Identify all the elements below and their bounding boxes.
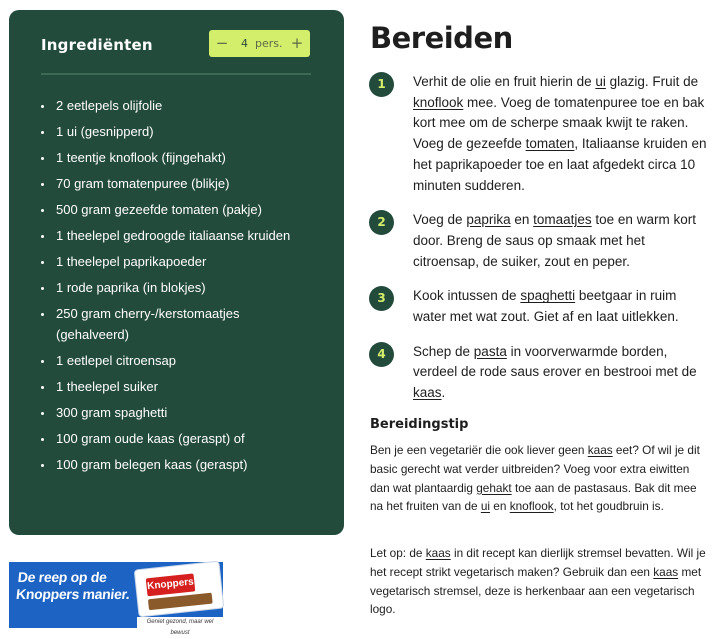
ingredient-text: 300 gram spaghetti: [56, 404, 168, 420]
bullet-icon: [41, 438, 44, 441]
servings-count: 4: [241, 37, 248, 50]
ingredient-item: [41, 174, 311, 195]
ingredient-link-kaas[interactable]: kaas: [587, 443, 613, 457]
ingredient-text: 1 theelepel gedroogde italiaanse kruiden: [56, 228, 291, 243]
decrease-servings-button[interactable]: −: [215, 34, 229, 52]
ingredient-item: [41, 278, 311, 299]
bullet-icon: [41, 386, 44, 389]
ingredient-item: [41, 429, 311, 450]
tip-title: Bereidingstip: [370, 417, 469, 432]
ingredient-link-knoflook[interactable]: knoflook: [413, 94, 464, 110]
bullet-icon: [41, 412, 44, 415]
ingredients-panel: [9, 10, 344, 535]
ingredient-link-kaas[interactable]: kaas: [413, 385, 442, 401]
step-item: [370, 286, 710, 327]
ingredient-link-ui[interactable]: ui: [480, 499, 491, 514]
ingredient-item: [41, 200, 311, 221]
ingredient-text: 250 gram cherry-/kerstomaatjes (gehalveerd): [56, 306, 240, 342]
ingredient-link-kaas[interactable]: kaas: [653, 564, 679, 579]
step-list: [370, 72, 710, 418]
ingredient-item: [41, 377, 311, 398]
preparation-title: Bereiden: [370, 21, 513, 55]
ingredient-text: 1 theelepel paprikapoeder: [56, 254, 207, 269]
ingredient-item: [41, 252, 311, 273]
step-number-badge: 1: [369, 72, 394, 97]
ingredient-item: [41, 122, 311, 143]
bullet-icon: [41, 209, 44, 212]
step-text: Verhit de olie en fruit hierin de ui glazig. Fruit de knoflook mee. Voeg de tomatenpuree toe en bak kort mee om de scherpe smaak kwijt te raken. Voeg de gezeefde tomaten, Italiaanse kruiden en het paprikapoeder toe en laat afgedekt circa 10 minuten sudderen.: [413, 74, 707, 193]
ingredients-title: Ingrediënten: [41, 36, 153, 54]
increase-servings-button[interactable]: +: [290, 34, 304, 52]
bullet-icon: [41, 313, 44, 316]
ingredient-link-ui[interactable]: ui: [595, 74, 606, 89]
ingredient-text: 1 ui (gesnipperd): [56, 124, 154, 139]
step-number-badge: 2: [369, 210, 394, 235]
ad-slogan: Geniet gezond, maar wel bewust: [137, 617, 223, 628]
step-text: Voeg de paprika en tomaatjes toe en warm kort door. Breng de saus op smaak met het citroensap, de suiker, zout en peper.: [413, 212, 696, 269]
ingredient-link-paprika[interactable]: paprika: [466, 212, 511, 228]
ingredient-link-knoflook[interactable]: knoflook: [509, 499, 554, 514]
ad-headline-line2: Knoppers manier.: [15, 586, 131, 602]
bullet-icon: [41, 157, 44, 160]
bullet-icon: [41, 287, 44, 290]
ingredient-item: [41, 403, 311, 424]
knoppers-ad-banner[interactable]: [9, 562, 223, 636]
panel-divider: [41, 73, 311, 75]
bullet-icon: [41, 464, 44, 467]
ingredient-text: 1 teentje knoflook (fijngehakt): [56, 150, 226, 165]
tip-paragraph: Let op: de kaas in dit recept kan dierlijk stremsel bevatten. Wil je het recept strikt vegetarisch maken? Gebruik dan een kaas met vegetarisch stremsel, deze is herkenbaar aan een vegetarisch logo.: [370, 546, 706, 617]
ingredient-item: [41, 96, 311, 117]
servings-unit: pers.: [255, 37, 283, 50]
ingredient-link-kaas[interactable]: kaas: [425, 546, 451, 560]
ad-brand-logo: Knoppers: [146, 573, 196, 596]
bullet-icon: [41, 131, 44, 134]
ingredient-text: 500 gram gezeefde tomaten (pakje): [56, 202, 262, 217]
ad-headline-line1: De reep op de: [17, 569, 108, 585]
ingredient-text: 100 gram oude kaas (geraspt) of: [56, 430, 245, 446]
ad-headline: [15, 569, 132, 603]
bullet-icon: [41, 235, 44, 238]
ingredient-text: 1 rode paprika (in blokjes): [56, 280, 206, 295]
ingredient-item: [41, 455, 311, 476]
ingredient-link-spaghetti[interactable]: spaghetti: [520, 288, 576, 304]
step-number-badge: 4: [369, 342, 394, 367]
ingredient-link-tomaatjes[interactable]: tomaatjes: [533, 212, 592, 228]
step-item: [370, 210, 710, 272]
bullet-icon: [41, 360, 44, 363]
bullet-icon: [41, 183, 44, 186]
ingredient-text: 100 gram belegen kaas (geraspt): [56, 456, 248, 472]
bullet-icon: [41, 105, 44, 108]
step-text: Schep de pasta in voorverwarmde borden, verdeel de rode saus erover en bestrooi met de kaas.: [413, 343, 697, 401]
ingredient-text: 2 eetlepels olijfolie: [56, 98, 163, 113]
ingredient-item: [41, 304, 311, 345]
ingredient-text: 1 eetlepel citroensap: [56, 352, 176, 368]
bullet-icon: [41, 261, 44, 264]
ingredient-link-gehakt[interactable]: gehakt: [476, 480, 512, 495]
ingredient-link-tomaten[interactable]: tomaten: [525, 136, 575, 152]
ingredient-item: [41, 148, 311, 169]
ingredient-text: 70 gram tomatenpuree (blikje): [56, 176, 230, 191]
tip-paragraph: Ben je een vegetariër die ook liever geen kaas eet? Of wil je dit basic gerecht wat verder uitbreiden? Voeg voor extra eiwitten dan wat plantaardig gehakt toe aan de pastasaus. Bak dit mee na het fruiten van de ui en knoflook, tot het goudbruin is.: [370, 443, 700, 514]
servings-stepper: [209, 30, 310, 57]
ingredient-item: [41, 351, 311, 372]
step-item: [370, 72, 710, 196]
step-item: [370, 342, 710, 404]
knoppers-pack-image: [135, 562, 223, 617]
step-text: Kook intussen de spaghetti beetgaar in ruim water met wat zout. Giet af en laat uitlekken.: [413, 288, 679, 325]
ingredient-list: [41, 96, 311, 481]
ingredient-link-pasta[interactable]: pasta: [473, 343, 507, 359]
step-number-badge: 3: [369, 286, 394, 311]
ingredient-text: 1 theelepel suiker: [56, 378, 158, 394]
ingredient-item: [41, 226, 311, 247]
preparation-section: [370, 18, 710, 617]
